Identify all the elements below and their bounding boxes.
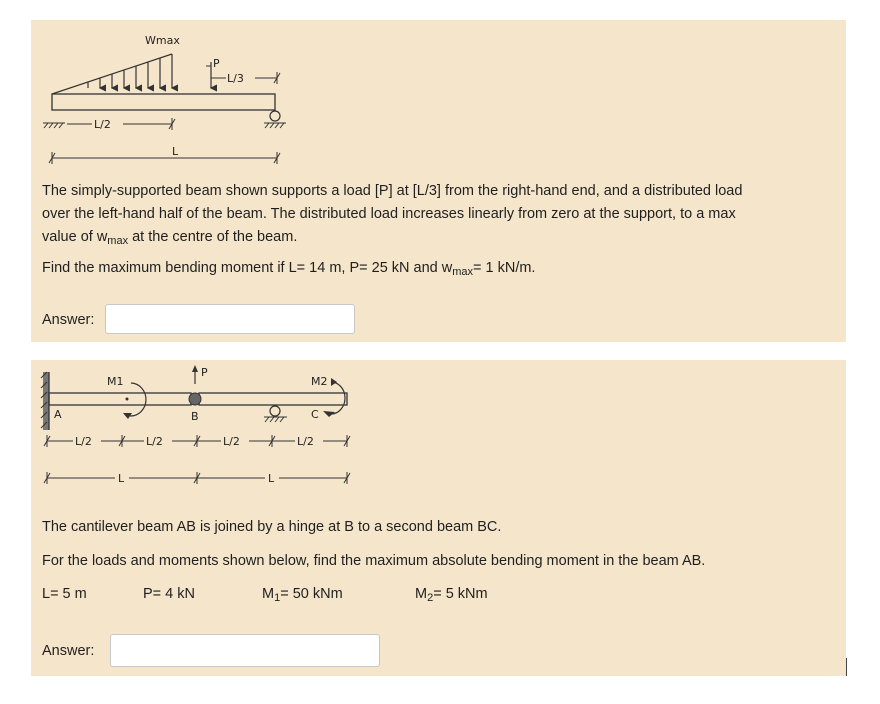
question-2-text-line-2: For the loads and moments shown below, find the maximum absolute bending moment in the beam AB. xyxy=(42,553,706,569)
wmax-label: Wmax xyxy=(145,34,180,47)
m1-subscript: 1 xyxy=(274,592,281,604)
question-1-text-line-3 xyxy=(42,226,297,253)
text-segment: = 5 kNm xyxy=(433,586,488,602)
l-half-dimension xyxy=(67,118,175,130)
question-1-text-line-1: The simply-supported beam shown supports a load [P] at [L/3] from the right-hand end, and a distributed load xyxy=(42,183,743,199)
text-segment: M xyxy=(415,586,428,602)
hinge-b xyxy=(189,393,201,405)
l-third-dimension xyxy=(211,72,280,84)
value-m2 xyxy=(415,583,488,610)
text-segment: = 1 kN/m. xyxy=(473,260,536,276)
text-segment: value of w xyxy=(42,229,108,245)
beam-ab xyxy=(49,393,191,405)
question-1-panel xyxy=(31,20,846,342)
m1-center-dot xyxy=(126,398,129,401)
question-1-find xyxy=(42,257,535,284)
label-b: B xyxy=(191,410,199,423)
text-segment: Find the maximum bending moment if L= 14 m, P= 25 kN and w xyxy=(42,260,453,276)
m2-label: M2 xyxy=(311,375,328,388)
label-a: A xyxy=(54,408,62,421)
m2-subscript: 2 xyxy=(427,592,434,604)
p-label: P xyxy=(201,366,208,379)
l-label-2: L xyxy=(268,472,275,485)
answer-input-1[interactable] xyxy=(105,304,355,334)
m2-moment-arrow xyxy=(331,382,345,414)
simply-supported-beam-diagram xyxy=(31,20,331,180)
fixed-wall xyxy=(41,372,49,430)
p-arrowhead xyxy=(192,365,198,372)
text-segment: M xyxy=(262,586,275,602)
divider-line xyxy=(846,658,847,676)
l-label-1: L xyxy=(118,472,125,485)
m1-label: M1 xyxy=(107,375,124,388)
m2-arrowhead xyxy=(331,378,337,386)
l-dimension xyxy=(49,152,280,164)
value-m1 xyxy=(262,583,343,610)
right-roller-support xyxy=(264,111,286,128)
left-pin-support xyxy=(43,123,65,128)
answer-label-1: Answer: xyxy=(42,312,95,328)
l-label: L xyxy=(172,145,179,158)
question-1-text-line-2: over the left-hand half of the beam. The distributed load increases linearly from zero at the support, to a max xyxy=(42,206,736,222)
half-label-3: L/2 xyxy=(223,435,240,448)
l-half-label: L/2 xyxy=(94,118,111,131)
label-c: C xyxy=(311,408,319,421)
span-dimensions xyxy=(44,471,350,485)
answer-input-2[interactable] xyxy=(110,634,380,667)
value-l: L= 5 m xyxy=(42,586,87,602)
l-third-label: L/3 xyxy=(227,72,244,85)
m1-moment-arrow xyxy=(130,383,146,416)
text-segment: = 50 kNm xyxy=(280,586,343,602)
text-segment: at the centre of the beam. xyxy=(128,229,298,245)
point-load-p xyxy=(206,62,211,88)
roller-support xyxy=(264,406,287,422)
beam-bc xyxy=(199,393,347,405)
question-2-text-line-1: The cantilever beam AB is joined by a hinge at B to a second beam BC. xyxy=(42,519,502,535)
half-label-2: L/2 xyxy=(146,435,163,448)
cantilever-hinge-beam-diagram xyxy=(31,360,371,500)
half-label-1: L/2 xyxy=(75,435,92,448)
wmax-subscript: max xyxy=(452,266,474,278)
half-label-4: L/2 xyxy=(297,435,314,448)
wmax-subscript: max xyxy=(107,235,129,247)
answer-label-2: Answer: xyxy=(42,643,95,659)
distributed-load xyxy=(52,54,172,94)
p-label: P xyxy=(213,57,220,70)
question-2-panel xyxy=(31,360,846,676)
value-p: P= 4 kN xyxy=(143,586,195,602)
beam xyxy=(52,94,275,110)
